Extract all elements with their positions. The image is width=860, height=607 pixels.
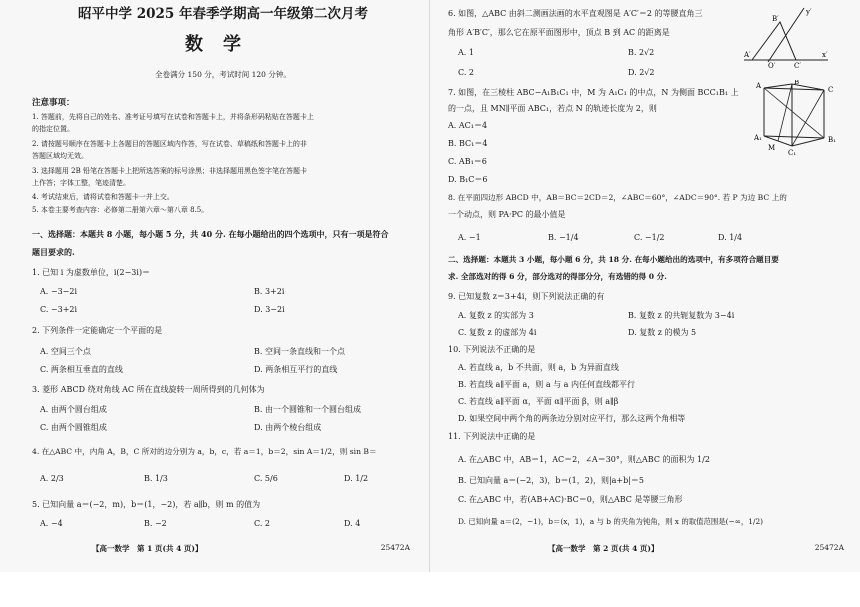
question-options <box>32 364 414 374</box>
option-b: B. BC₁＝4 <box>448 139 488 148</box>
option-a: A. −4 <box>40 519 63 528</box>
option-c: C. 两条相互垂直的直线 <box>40 365 123 374</box>
option-c: C. 在△ABC 中，若(AB+AC)·BC＝0，则△ABC 是等腰三角形 <box>458 495 683 504</box>
section-two-intro: 求. 全部选对的得 6 分，部分选对的得部分分，有选错的得 0 分. <box>448 272 667 281</box>
exam-page-2 <box>430 0 860 572</box>
question-stem: 9. 已知复数 z＝3+4i，则下列说法正确的有 <box>448 292 605 301</box>
option-b: B. 由一个圆锥和一个圆台组成 <box>254 405 361 414</box>
option-d: D. 4 <box>344 519 361 528</box>
fig6-label: C′ <box>794 62 801 68</box>
footer-page-label: 【高一数学 第 1 页(共 4 页)】 <box>92 544 203 553</box>
fig7-label: C₁ <box>788 149 797 156</box>
notes-heading: 注意事项： <box>32 98 75 108</box>
note-line: 的指定位置。 <box>32 125 74 133</box>
question-options <box>32 404 414 414</box>
option-d: D. 1/2 <box>344 474 369 483</box>
question-stem: 角形 A′B′C′，那么它在原平面图形中，顶点 B 到 AC 的距离是 <box>448 28 670 37</box>
option-a: A. 空间三个点 <box>40 347 91 356</box>
question-options <box>32 287 414 297</box>
option-d: D. 如果空间中两个角的两条边分别对应平行，那么这两个角相等 <box>458 414 686 423</box>
question-stem: 的一点，且 MN∥平面 ABC₁，若点 N 的轨迹长度为 2，则 <box>448 104 657 113</box>
option-a: A. 复数 z 的实部为 3 <box>458 311 534 320</box>
question-stem: 11. 下列说法中正确的是 <box>448 432 536 441</box>
option-d: D. 两条相互平行的直线 <box>254 365 338 374</box>
option-c: C. 若直线 a∥平面 α，平面 α∥平面 β，则 a∥β <box>458 397 619 406</box>
option-c: C. 2 <box>458 68 475 77</box>
option-c: C. 复数 z 的虚部为 4i <box>458 328 537 337</box>
option-b: B. 2√2 <box>628 48 655 57</box>
exam-page-1 <box>0 0 430 572</box>
option-c: C. −1/2 <box>634 233 665 242</box>
note-line: 答题区域均无效。 <box>32 152 88 160</box>
option-d: D. 由两个棱台组成 <box>254 423 322 432</box>
question-stem: 10. 下列说法不正确的是 <box>448 345 536 354</box>
question-stem: 一个动点，则 PA·PC 的最小值是 <box>448 210 566 219</box>
question-stem: 6. 如图，△ABC 由斜二测画法画的水平直观图是 A′C′＝2 的等腰直角三 <box>448 9 703 18</box>
option-a: A. 2/3 <box>40 474 64 483</box>
option-b: B. 若直线 a∥平面 a，则 a 与 a 内任何直线都平行 <box>458 380 635 389</box>
oblique-projection-figure <box>738 4 832 68</box>
question-options <box>448 310 846 320</box>
option-d: D. 1/4 <box>718 233 743 242</box>
option-a: A. AC₁＝4 <box>448 121 488 130</box>
option-b: B. −2 <box>144 519 167 528</box>
option-a: A. 由两个圆台组成 <box>40 405 107 414</box>
footer-page-label: 【高一数学 第 2 页(共 4 页)】 <box>548 544 659 553</box>
footer-code: 25472A <box>380 543 410 552</box>
option-c: C. 2 <box>254 519 271 528</box>
option-b: B. −1/4 <box>548 233 579 242</box>
option-d: D. 已知向量 a＝(2，−1)，b＝(x，1)，a 与 b 的夹角为钝角，则 x 的取值范围是(−∞，1/2) <box>458 517 764 526</box>
option-a: A. 1 <box>458 48 474 57</box>
option-b: B. 空间一条直线和一个点 <box>254 347 345 356</box>
fig6-label: y′ <box>806 8 812 16</box>
note-line: 上作答；字体工整，笔迹清楚。 <box>32 179 130 187</box>
question-options <box>32 422 414 432</box>
option-a: A. −3−2i <box>40 287 78 296</box>
exam-title: 昭平中学 2025 年春季学期高一年级第二次月考 <box>78 6 368 22</box>
question-options <box>448 233 846 243</box>
subject-heading: 数学 <box>185 34 261 55</box>
fig7-label: B₁ <box>828 136 836 144</box>
question-options <box>32 474 414 484</box>
question-stem: 3. 菱形 ABCD 绕对角线 AC 所在直线旋转一周所得到的几何体为 <box>32 385 265 394</box>
section-two-intro: 二、选择题：本题共 3 小题，每小题 6 分，共 18 分. 在每小题给出的选项中，有多项符合题目要 <box>448 255 779 264</box>
fig7-label: A <box>756 82 762 90</box>
fig6-label: B′ <box>772 15 779 23</box>
option-a: A. 在△ABC 中，AB＝1，AC＝2，∠A＝30°，则△ABC 的面积为 1/2 <box>458 455 710 464</box>
option-a: A. −1 <box>458 233 481 242</box>
fig7-label: B <box>794 80 800 86</box>
exam-meta: 全卷满分 150 分，考试时间 120 分钟。 <box>155 70 291 79</box>
section-one-intro: 一、选择题：本题共 8 小题，每小题 5 分，共 40 分. 在每小题给出的四个选项中，只有一项是符合 <box>32 229 389 239</box>
option-b: B. 3+2i <box>254 287 285 296</box>
option-c: C. AB₁＝6 <box>448 157 487 166</box>
footer-code: 25472A <box>814 543 844 552</box>
option-d: D. 3−2i <box>254 305 285 314</box>
question-stem: 1. 已知 i 为虚数单位，i(2−3i)＝ <box>32 268 151 277</box>
fig7-label: C <box>828 86 834 94</box>
option-b: B. 复数 z 的共轭复数为 3−4i <box>628 311 735 320</box>
option-d: D. 2√2 <box>628 68 655 77</box>
option-c: C. 由两个圆锥组成 <box>40 423 107 432</box>
note-line: 1. 答题前，先将自己的姓名、准考证号填写在试卷和答题卡上，并将条形码粘贴在答题卡上 <box>32 113 314 121</box>
fig7-label: A₁ <box>754 134 762 142</box>
option-a: A. 若直线 a，b 不共面，则 a，b 为异面直线 <box>458 363 619 372</box>
question-stem: 8. 在平面四边形 ABCD 中，AB＝BC＝2CD＝2，∠ABC＝60°，∠ADC＝90°. 若 P 为边 BC 上的 <box>448 193 787 202</box>
question-options <box>448 68 846 78</box>
note-line: 4. 考试结束后，请将试卷和答题卡一并上交。 <box>32 193 174 201</box>
option-c: C. −3+2i <box>40 305 78 314</box>
note-line: 5. 本卷主要考查内容：必修第二册第六章～第八章 8.5。 <box>32 206 209 214</box>
fig6-label: x′ <box>822 51 828 59</box>
fig7-label: M <box>768 144 776 152</box>
question-options <box>32 305 414 315</box>
note-line: 3. 选择题用 2B 铅笔在答题卡上把所选答案的标号涂黑；非选择题用黑色签字笔在答题卡 <box>32 167 307 175</box>
question-stem: 2. 下列条件一定能确定一个平面的是 <box>32 326 163 335</box>
prism-figure <box>754 80 844 156</box>
question-stem: 7. 如图，在三棱柱 ABC−A₁B₁C₁ 中，M 为 A₁C₁ 的中点，N 为侧面 BCC₁B₁ 上 <box>448 88 739 97</box>
fig6-label: A′ <box>744 51 751 59</box>
fig6-label: O′ <box>768 62 776 68</box>
question-options <box>448 327 846 337</box>
note-line: 2. 请按题号顺序在答题卡上各题目的答题区域内作答，写在试卷、草稿纸和答题卡上的非 <box>32 140 307 148</box>
question-options <box>32 519 414 529</box>
option-d: D. B₁C＝6 <box>448 175 488 184</box>
option-b: B. 已知向量 a＝(−2，3)，b＝(1，2)，则|a+b|＝5 <box>458 476 645 485</box>
question-options <box>32 346 414 356</box>
section-one-intro: 题目要求的. <box>32 247 75 257</box>
option-c: C. 5/6 <box>254 474 278 483</box>
question-stem: 5. 已知向量 a＝(−2，m)，b＝(1，−2)，若 a∥b，则 m 的值为 <box>32 500 261 509</box>
option-b: B. 1/3 <box>144 474 168 483</box>
question-stem: 4. 在△ABC 中，内角 A，B，C 所对的边分别为 a，b，c，若 a＝1，b＝2，sin A＝1/2，则 sin B＝ <box>32 447 377 456</box>
option-d: D. 复数 z 的模为 5 <box>628 328 697 337</box>
